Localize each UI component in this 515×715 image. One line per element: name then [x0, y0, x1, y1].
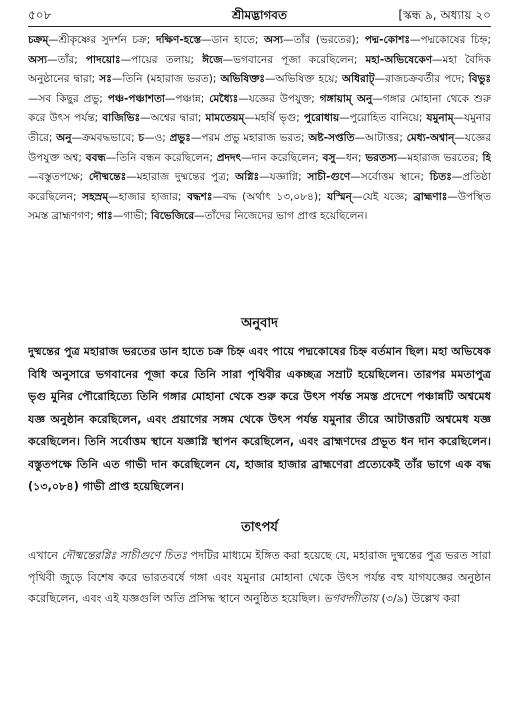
- synonym-term: অভিষিক্তঃ: [220, 73, 265, 86]
- synonym-meaning: —পঞ্চান্ন;: [164, 92, 210, 105]
- synonym-term: প্রভুঃ: [169, 131, 191, 144]
- synonym-meaning: —তিনি বন্ধন করেছিলেন;: [105, 151, 217, 164]
- synonym-term: বসু: [322, 151, 336, 164]
- synonym-meaning: —মহর্ষি ভৃগু;: [244, 112, 304, 125]
- synonym-meaning: —যজ্ঞের উপযুক্ত;: [238, 92, 320, 105]
- synonym-meaning: —ক্রমবদ্ধভাবে;: [71, 131, 139, 144]
- synonym-meaning: —যমুনার তীরে;: [28, 112, 491, 144]
- synonym-meaning: —যেই যজ্ঞে;: [351, 190, 414, 203]
- synonym-term: অধিরাট্: [342, 73, 375, 86]
- synonym-term: হি: [482, 151, 491, 164]
- synonym-term: পদ্ম-কোশঃ: [364, 34, 410, 46]
- synonym-term: যমুনাম্: [426, 112, 454, 125]
- synonym-term: বিভেজিরে: [150, 210, 195, 223]
- synonym-meaning: —সব কিছুর প্রভু;: [28, 92, 108, 105]
- synonym-term: মহা-অভিষেকেণ: [365, 53, 433, 66]
- book-title: শ্রীমদ্ভাগবত: [231, 8, 287, 22]
- synonym-meaning: —বদ্ধ (অর্থাৎ ১৩,০৮৪);: [212, 190, 328, 203]
- synonym-term: ব্রাহ্মণাঃ: [413, 190, 448, 203]
- synonym-meaning: —পুরোহিত বানিয়ে;: [339, 112, 427, 125]
- canto-chapter-label: [স্কন্ধ ৯, অধ্যায় ২০: [398, 8, 491, 22]
- synonym-term: প্রদদৎ: [216, 151, 242, 164]
- synonym-meaning: —মহা বৈদিক অনুষ্ঠানের দ্বারা;: [28, 53, 491, 86]
- synonym-term: চিতঃ: [429, 171, 452, 184]
- synonym-meaning: —গঙ্গার মোহানা থেকে শুরু করে উৎস পর্যন্ত;: [28, 92, 491, 125]
- synonym-term: মেধ্যৈঃ: [209, 92, 239, 105]
- synonym-term: চক্রম্: [28, 34, 49, 46]
- purport-quoted-verse: দৌষ্মন্তেরগ্নিঃ সাচীগুণে চিতঃ: [61, 549, 187, 562]
- synonym-term: অস্য: [28, 53, 48, 66]
- synonym-meaning: —পরম প্রভু মহারাজ ভরত;: [190, 131, 309, 144]
- synonym-term: মেধ্য-অশ্বান্: [406, 131, 455, 144]
- synonym-meaning: —মহারাজ ভরতের;: [396, 151, 483, 164]
- synonym-term: পঞ্চ-পঞ্চাশতা: [107, 92, 165, 105]
- synonym-meaning: —গাভী;: [112, 210, 151, 223]
- synonym-term: বিভুঃ: [468, 73, 491, 86]
- synonym-meaning: —ভগবানের পূজা করেছিলেন;: [222, 53, 366, 66]
- synonym-meaning: —পায়ের তলায়;: [120, 53, 203, 66]
- translation-text: দুষ্মন্তের পুত্র মহারাজ ভরতের ডান হাতে চক্র চিহ্ন এবং পায়ে পদ্মকোষের চিহ্ন বর্তমান ছিল। মহা অভিষেক বিধি অনুসারে ভগবানের পূজা করে তিনি সারা পৃথিবীর একচ্ছত্র সম্রাট হয়েছিলেন। তারপর মমতাপুত্র ভৃগু মুনির পৌরোহিত্যে তিনি গঙ্গার মোহানা থেকে শুরু করে উৎস পর্যন্ত সমস্ত প্রদেশে পঞ্চান্নটি অশ্বমেধ যজ্ঞ অনুষ্ঠান করেছিলেন, এবং প্রয়াগের সঙ্গম থেকে উৎস পর্যন্ত যমুনার তীরে আটাত্তরটি অশ্বমেধ যজ্ঞ করেছিলেন। তিনি সর্বোত্তম স্থানে যজ্ঞাগ্নি স্থাপন করেছিলেন, এবং ব্রাহ্মণদের প্রভূত ধন দান করেছিলেন। বস্তুতপক্ষে তিনি এত গাভী দান করেছিলেন যে, হাজার হাজার ব্রাহ্মণেরা প্রত্যেকেই তাঁর ভাগে এক বদ্ধ (১৩,০৮৪) গাভী প্রাপ্ত হয়েছিলেন।: [28, 345, 491, 493]
- synonym-meaning: —অভিষিক্ত হয়ে;: [265, 73, 342, 86]
- synonym-meaning: —আটাত্তর;: [354, 131, 407, 144]
- page-number: ৫০৮: [28, 8, 52, 22]
- synonym-meaning: —ধন;: [335, 151, 366, 164]
- purport-text: [28, 545, 491, 635]
- synonym-meaning: —তাঁর (ভরতের);: [283, 34, 365, 46]
- synonym-term: ভরতস্য: [365, 151, 397, 164]
- page-header: [28, 0, 491, 27]
- synonym-term: পুরোধায়: [303, 112, 340, 125]
- synonym-meaning: —যজ্ঞের উপযুক্ত অশ্ব;: [28, 131, 491, 164]
- synonym-meaning: —তাঁর;: [47, 53, 86, 66]
- synonym-meaning: —ও;: [144, 131, 170, 144]
- synonym-meaning: —অশ্বের দ্বারা;: [140, 112, 206, 125]
- purport-intro: এখানে: [28, 549, 62, 562]
- synonym-term: যস্মিন্: [327, 190, 352, 203]
- synonym-term: সহস্রম্: [82, 190, 109, 203]
- synonym-meaning: —পদ্মকোষের চিহ্ন;: [410, 34, 491, 46]
- synonym-term: সাচী-গুণে: [307, 171, 351, 184]
- synonym-meaning: —দান করেছিলেন;: [241, 151, 323, 164]
- word-for-word-synonyms: [28, 31, 491, 307]
- synonym-meaning: —তাঁদের নিজেদের ভাগ প্রাপ্ত হয়েছিলেন।: [194, 210, 368, 223]
- purport-body-2: (৩/৯) উল্লেখ করা: [378, 592, 461, 605]
- synonym-meaning: —বস্তুতপক্ষে;: [28, 171, 89, 184]
- synonym-term: গঙ্গায়াম্ অনু: [319, 92, 373, 105]
- synonym-meaning: —রাজচক্রবর্তীর পদে;: [374, 73, 469, 86]
- purport-heading: তাৎপর্য: [241, 520, 278, 535]
- synonym-term: অষ্ট-সপ্ততি: [308, 131, 355, 144]
- synonym-meaning: —তিনি (মহারাজ ভরত);: [111, 73, 221, 86]
- synonym-term: চ: [138, 131, 145, 144]
- synonym-term: দক্ষিণ-হস্তে: [155, 34, 201, 46]
- synonym-term: দৌষ্মন্তেঃ: [88, 171, 127, 184]
- synonym-meaning: —হাজার হাজার;: [108, 190, 188, 203]
- synonym-meaning: —সর্বোত্তম স্থানে;: [350, 171, 430, 184]
- synonym-term: ঈজে: [202, 53, 223, 66]
- synonym-meaning: —উপস্থিত সমস্ত ব্রাহ্মণগণ;: [28, 190, 491, 223]
- synonym-term: বদ্ধশঃ: [187, 190, 213, 203]
- purport-book-reference: ভগবদ্গীতায়: [323, 592, 378, 605]
- synonym-meaning: —শ্রীকৃষ্ণের সুদর্শন চক্র;: [48, 34, 156, 46]
- synonym-term: বাজিভিঃ: [102, 112, 141, 125]
- purport-body-1: পদটির মাধ্যমে ইঙ্গিত করা হয়েছে যে, মহারাজ দুষ্মন্তের পুত্র ভরত সারা পৃথিবী জুড়ে বিশেষ করে ভারতবর্ষে গঙ্গা এবং যমুনার মোহানা থেকে উৎস পর্যন্ত বহু যাগযজ্ঞের অনুষ্ঠান করেছিলেন, এবং এই যজ্ঞগুলি অতি প্রসিদ্ধ স্থানে অনুষ্ঠিত হয়েছিল।: [28, 549, 491, 605]
- synonym-meaning: —মহারাজ দুষ্মন্তের পুত্র;: [126, 171, 236, 184]
- synonym-meaning: —ডান হাতে;: [201, 34, 264, 46]
- synonym-meaning: —প্রতিষ্ঠা করেছিলেন;: [28, 171, 491, 203]
- synonym-term: পাদয়োঃ: [85, 53, 121, 66]
- translation-heading: অনুবাদ: [241, 316, 278, 331]
- synonym-term: অস্য: [264, 34, 284, 46]
- synonym-meaning: —যজ্ঞাগ্নি;: [259, 171, 308, 184]
- synonym-term: ববন্ধ: [85, 151, 106, 164]
- synonym-term: অগ্নিঃ: [235, 171, 260, 184]
- synonym-term: সঃ: [99, 73, 112, 86]
- synonym-term: গাঃ: [97, 210, 113, 223]
- synonym-term: মামতেয়ম্: [205, 112, 245, 125]
- synonym-term: অনু: [56, 131, 72, 144]
